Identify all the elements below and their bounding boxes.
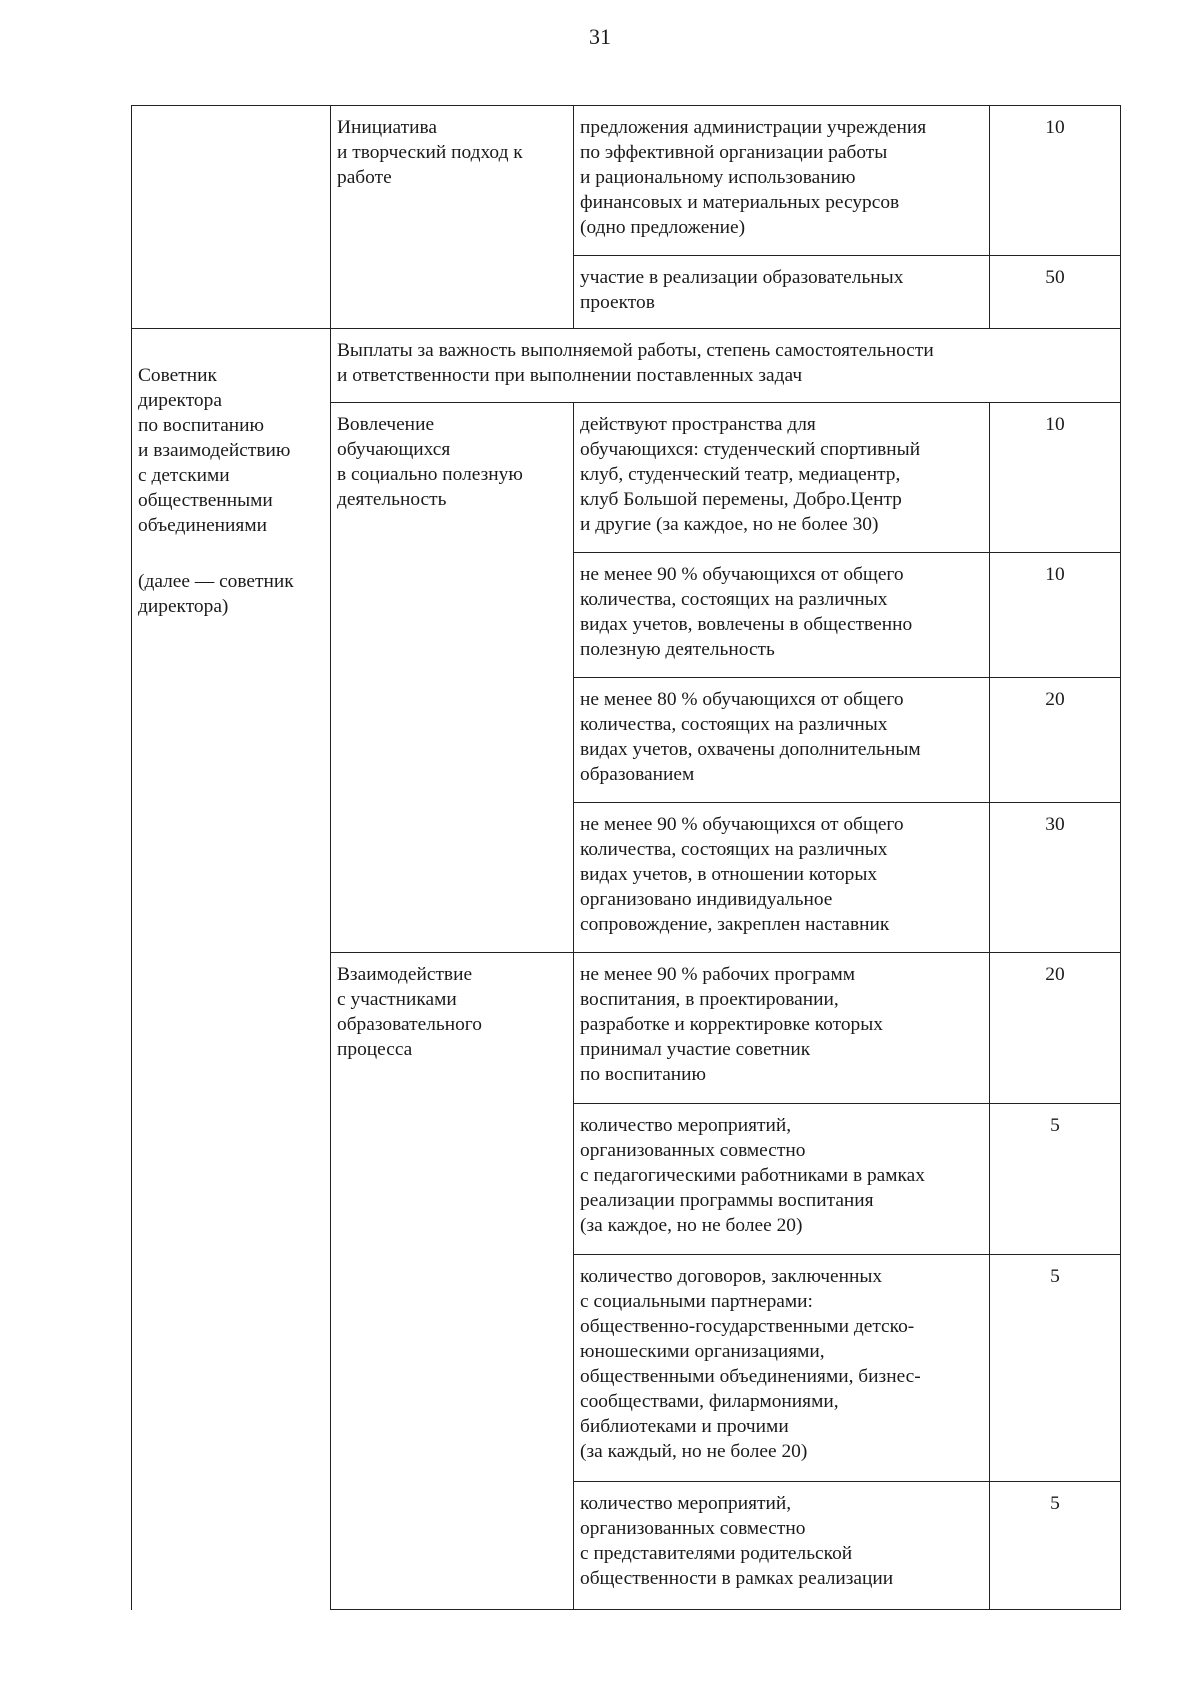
position-cell: [132, 329, 331, 1610]
position-note: (далее — советник директора): [138, 571, 294, 617]
points-cell: 5: [990, 1255, 1121, 1482]
criterion-cell: Инициатива и творческий подход к работе: [331, 106, 574, 329]
indicator-cell: не менее 80 % обучающихся от общего количества, состоящих на различных видах учетов, охвачены дополнительным образованием: [574, 678, 990, 803]
indicator-cell: не менее 90 % рабочих программ воспитания, в проектировании, разработке и корректировке которых принимал участие советник по воспитанию: [574, 953, 990, 1104]
table-row: [132, 329, 1121, 403]
table-row: [132, 106, 1121, 256]
indicator-cell: количество договоров, заключенных с социальными партнерами: общественно-государственными детско- юношескими организациями, общественными объединениями, бизнес- сообществами, филармониями, библиотеками и прочими (за каждый, но не более 20): [574, 1255, 990, 1482]
criterion-cell: Вовлечение обучающихся в социально полезную деятельность: [331, 403, 574, 953]
indicator-cell: действуют пространства для обучающихся: студенческий спортивный клуб, студенческий театр, медиацентр, клуб Большой перемены, Добро.Центр и другие (за каждое, но не более 30): [574, 403, 990, 553]
points-cell: 10: [990, 403, 1121, 553]
points-cell: 5: [990, 1482, 1121, 1610]
points-cell: 50: [990, 256, 1121, 329]
indicator-cell: количество мероприятий, организованных совместно с представителями родительской общественности в рамках реализации: [574, 1482, 990, 1610]
indicator-cell: не менее 90 % обучающихся от общего количества, состоящих на различных видах учетов, вовлечены в общественно полезную деятельность: [574, 553, 990, 678]
indicator-cell: предложения администрации учреждения по эффективной организации работы и рациональному использованию финансовых и материальных ресурсов (одно предложение): [574, 106, 990, 256]
points-cell: 10: [990, 106, 1121, 256]
position-cell-empty: [132, 106, 331, 329]
indicator-cell: количество мероприятий, организованных совместно с педагогическими работниками в рамках реализации программы воспитания (за каждое, но не более 20): [574, 1104, 990, 1255]
indicator-cell: не менее 90 % обучающихся от общего количества, состоящих на различных видах учетов, в отношении которых организовано индивидуальное сопровождение, закреплен наставник: [574, 803, 990, 953]
indicator-cell: участие в реализации образовательных проектов: [574, 256, 990, 329]
points-cell: 20: [990, 678, 1121, 803]
section-header: Выплаты за важность выполняемой работы, степень самостоятельности и ответственности при выполнении поставленных задач: [331, 329, 1121, 403]
points-cell: 5: [990, 1104, 1121, 1255]
criteria-table: [131, 105, 1121, 1610]
points-cell: 20: [990, 953, 1121, 1104]
criterion-cell: Взаимодействие с участниками образовательного процесса: [331, 953, 574, 1610]
points-cell: 10: [990, 553, 1121, 678]
page-number: 31: [589, 24, 611, 49]
points-cell: 30: [990, 803, 1121, 953]
position-title: Советник директора по воспитанию и взаимодействию с детскими общественными объединениями: [138, 365, 291, 536]
